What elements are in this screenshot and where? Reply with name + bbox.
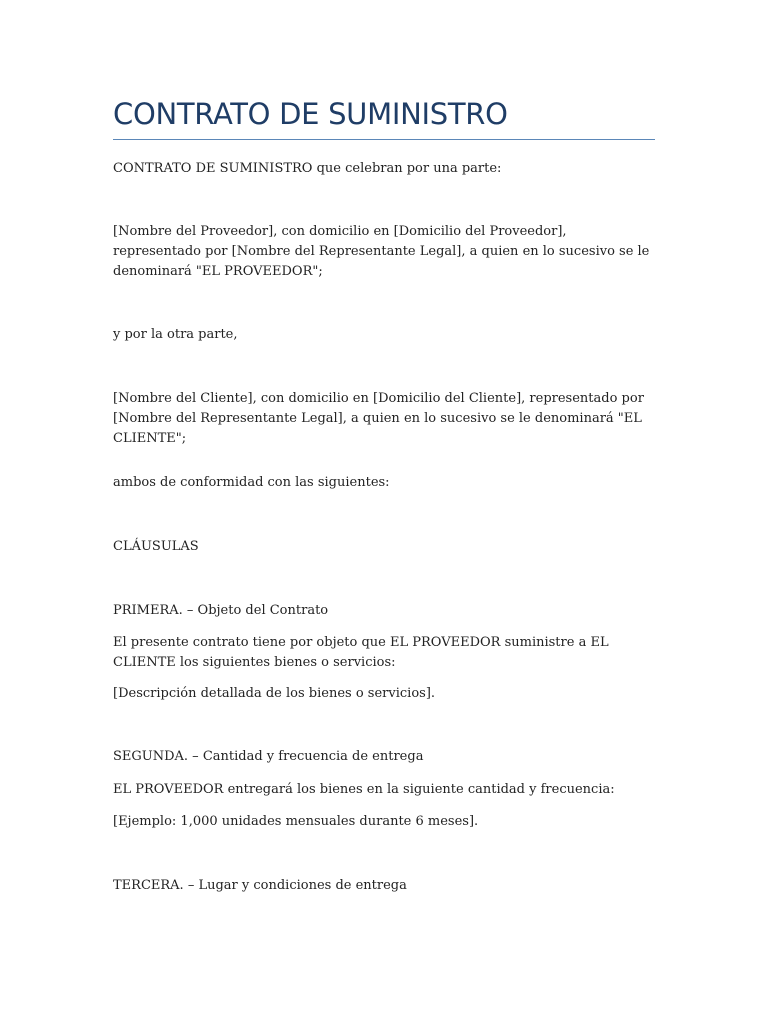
clausula-segunda-example: [Ejemplo: 1,000 unidades mensuales durante 6 meses]. bbox=[113, 814, 479, 829]
intro-paragraph: CONTRATO DE SUMINISTRO que celebran por una parte: bbox=[113, 161, 502, 176]
clausula-primera-heading: PRIMERA. – Objeto del Contrato bbox=[113, 603, 329, 618]
clausula-primera-text: El presente contrato tiene por objeto que EL PROVEEDOR suministre a EL CLIENTE los siguientes bienes o servicios: bbox=[113, 635, 609, 670]
conformidad-paragraph: ambos de conformidad con las siguientes: bbox=[113, 475, 390, 490]
document-title: CONTRATO DE SUMINISTRO bbox=[113, 97, 508, 131]
otra-parte-paragraph: y por la otra parte, bbox=[113, 327, 238, 342]
clausula-tercera-heading: TERCERA. – Lugar y condiciones de entrega bbox=[113, 878, 407, 893]
proveedor-paragraph: [Nombre del Proveedor], con domicilio en [Domicilio del Proveedor], representado por [Nombre del Representante Legal], a quien en lo sucesivo se le denominará "EL PROVEEDOR"; bbox=[113, 224, 650, 279]
clausula-primera-description: [Descripción detallada de los bienes o servicios]. bbox=[113, 686, 436, 701]
title-underline bbox=[113, 139, 655, 140]
cliente-paragraph: [Nombre del Cliente], con domicilio en [Domicilio del Cliente], representado por [Nombre del Representante Legal], a quien en lo sucesivo se le denominará "EL CLIENTE"; bbox=[113, 391, 644, 446]
clausula-segunda-heading: SEGUNDA. – Cantidad y frecuencia de entrega bbox=[113, 749, 424, 764]
clausula-segunda-text: EL PROVEEDOR entregará los bienes en la siguiente cantidad y frecuencia: bbox=[113, 782, 615, 797]
clausulas-heading: CLÁUSULAS bbox=[113, 539, 199, 554]
